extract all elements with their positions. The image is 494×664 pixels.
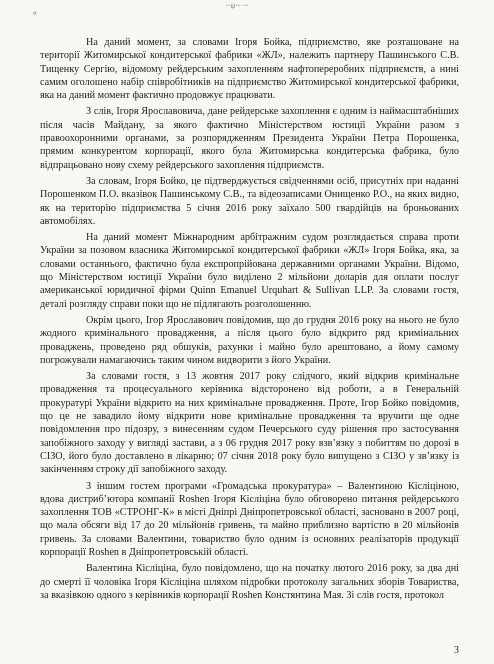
paragraph: Валентина Кісліціна, було повідомлено, що на початку лютого 2016 року, за два дні до смерті її чоловіка Ігоря Кісліціна шляхом підробки протоколу загальних зборів Товариства, за вказівкою одного з керівників корпорації Roshen Констянтина Мая. Зі слів гостя, протокол (40, 563, 459, 601)
paragraph: Окрім цього, Ігор Ярославович повідомив, що до грудня 2016 року на нього не було жодного кримінального провадження, а після цього було відкрито ряд кримінальних проваджень, проведено ряд обшуків, рахунки і майно було арештовано, а йому самому погрожували намагаючись таким чином видворити з його України. (40, 314, 459, 366)
paragraph: За словам, Ігоря Бойко, це підтверджується свідченнями осіб, присутніх при наданні Порошенком П.О. вказівок Пашинському С.В., та відеозаписами Онищенко Р.О., на яких видно, як на територію підприємства 5 січня 2016 року заїхало 500 гвардійців на броньованих автомобілях. (40, 175, 459, 227)
paragraph: З іншим гостем програми «Громадська прокуратура» – Валентиною Кісліціною, вдова дистриб’ютора компанії Roshen Ігоря Кісліціна було обговорено питання рейдерського захоплення ТОВ «СТРОНГ-К» в місті Дніпрі Дніпропетровської області, засновано в 2007 році, що мала обсяги від 17 до 20 мільйонів гривень, та майно приблизно вартістю в 20 мільйонів гривень. За словами Валентини, товариство було одним із основних реалізаторів продукції корпорації Roshen в Дніпропетровській області. (40, 480, 459, 558)
paragraph: За словами гостя, з 13 жовтня 2017 року слідчого, який відкрив кримінальне провадження та процесуального керівника відсторонено від роботи, а в Генеральній прокуратурі України відкрито на них кримінальне провадження. Проте, Ігор Бойко повідомив, що це не завадило йому відкрити нове кримінальне провадження та вручити ще одне повідомлення про підозру, з винесенням судом Печерського суду рішення про застосування запобіжного заходу у вигляді застави, а з 06 грудня 2017 року взв’язку з побиттям по дорозі в СІЗО, його було доставлено в лікарню; 07 січня 2018 року було випущено з СІЗО у зв’язку із закінченням строку дії запобіжного заходу. (40, 371, 459, 476)
top-handwritten-mark: ~ψ~·~ (226, 2, 250, 10)
page-number: 3 (454, 645, 459, 656)
paragraph: З слів, Ігоря Ярославовича, дане рейдерське захоплення є одним із наймасштабніших після часів Майдану, за якого фактично Міністерством юстиції України разом з правоохоронними органами, за розпорядженням Президента України Петра Порошенка, прямим конкурентом корпорації, якого була Житомирська кондитерська фабрика, було відпрацьовано нову схему рейдерського захоплення підприємств. (40, 106, 459, 171)
paragraph: На даний момент Міжнародним арбітражним судом розглядається справа проти України за позовом власника Житомирської кондитерської фабрики «ЖЛ» Ігоря Бойка, яка, за словами останнього, фактично була експропрійована державними органами України. Відомо, що Міністерством юстиції України було виділено 2 мільйони доларів для оплати послуг американської юридичної фірми Quinn Emanuel Urquhart & Sullivan LLP. За словами гостя, деталі розгляду справи поки що не підлягають розголошенню. (40, 232, 459, 310)
paragraph: На даний момент, за словами Ігоря Бойка, підприємство, яке розташоване на території Житомирської кондитерської фабрики «ЖЛ», належить партнеру Пашинського С.В. Тищенку Сергію, відомому рейдерським захопленням нафтопереробних підприємств, а нині самим оголошено набір співробітників на підприємство Житомирської кондитерської фабрики, яка на даний момент фактично продовжує працювати. (40, 37, 459, 102)
corner-mark: ° (33, 10, 37, 20)
document-body (40, 36, 459, 605)
